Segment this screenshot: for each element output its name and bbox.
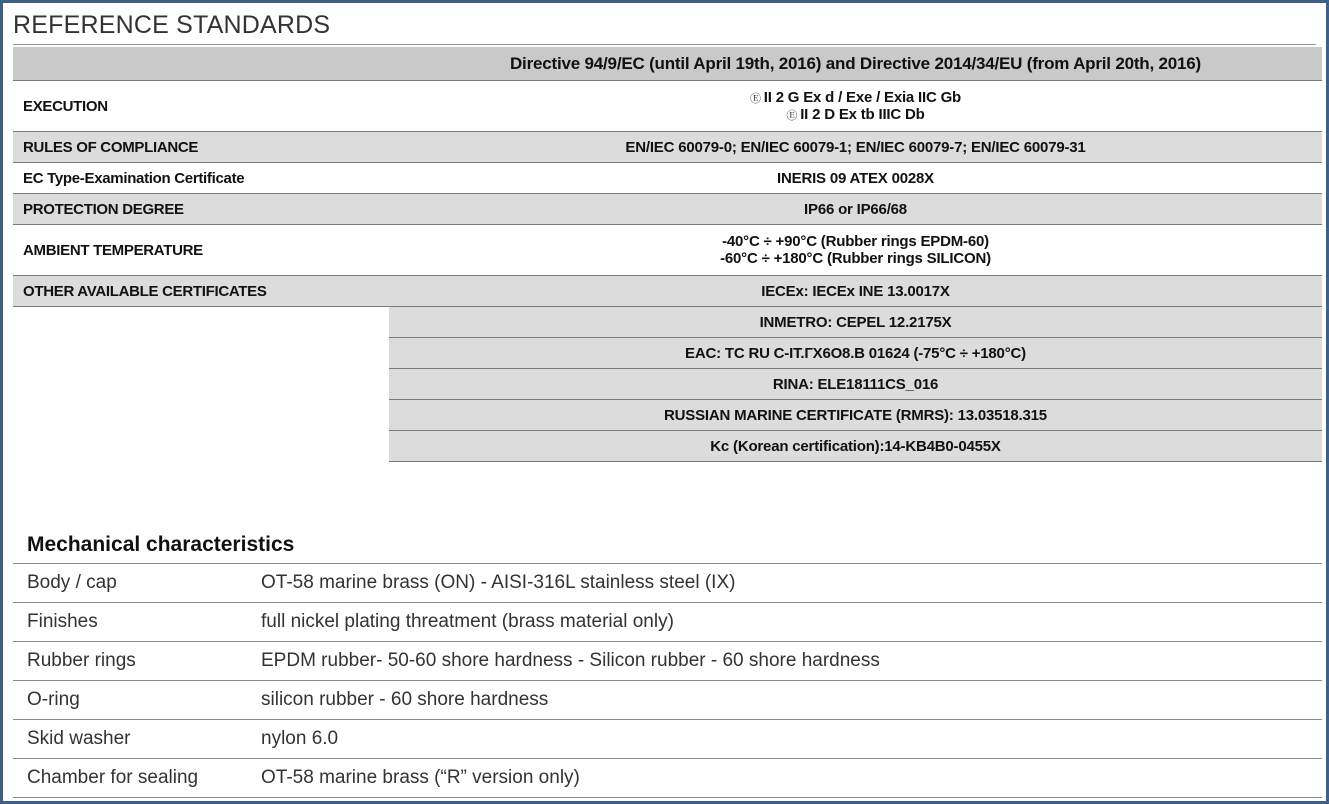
table-row xyxy=(13,369,1322,400)
reference-standards-table xyxy=(13,47,1322,462)
mech-label: Rubber rings xyxy=(13,642,247,681)
protection-value: IP66 or IP66/68 xyxy=(389,194,1322,225)
mech-label: O-ring xyxy=(13,681,247,720)
table-row xyxy=(13,400,1322,431)
directive-header: Directive 94/9/EC (until April 19th, 2016) and Directive 2014/34/EU (from April 20th, 2016) xyxy=(389,47,1322,81)
table-row xyxy=(13,720,1322,759)
mech-value: nylon 6.0 xyxy=(247,720,1322,759)
mech-label: Finishes xyxy=(13,603,247,642)
table-row xyxy=(13,681,1322,720)
certificate-item: INMETRO: CEPEL 12.2175X xyxy=(389,307,1322,338)
ex-mark-icon: Ⓔ xyxy=(786,110,798,122)
section-title: REFERENCE STANDARDS xyxy=(13,11,331,39)
table-row xyxy=(13,132,1322,163)
mech-value: OT-58 marine brass (ON) - AISI-316L stainless steel (IX) xyxy=(247,564,1322,603)
ex-mark-icon: Ⓔ xyxy=(749,93,761,105)
temperature-label: AMBIENT TEMPERATURE xyxy=(13,225,389,276)
table-row xyxy=(13,225,1322,276)
table-row xyxy=(13,603,1322,642)
certificate-item: IECEx: IECEx INE 13.0017X xyxy=(389,276,1322,307)
mech-label: Skid washer xyxy=(13,720,247,759)
mech-label: Chamber for sealing xyxy=(13,759,247,798)
execution-label: EXECUTION xyxy=(13,81,389,132)
table-row xyxy=(13,307,1322,338)
mech-value: OT-58 marine brass (“R” version only) xyxy=(247,759,1322,798)
certificate-item: EAC: TC RU C-IT.ГХ6О8.B 01624 (-75°C ÷ +180°C) xyxy=(389,338,1322,369)
table-row xyxy=(13,759,1322,798)
protection-label: PROTECTION DEGREE xyxy=(13,194,389,225)
table-row xyxy=(13,163,1322,194)
table-row xyxy=(13,81,1322,132)
compliance-label: RULES OF COMPLIANCE xyxy=(13,132,389,163)
temperature-line-2: -60°C ÷ +180°C (Rubber rings SILICON) xyxy=(720,250,991,267)
certificate-item: RINA: ELE18111CS_016 xyxy=(389,369,1322,400)
certificate-item: RUSSIAN MARINE CERTIFICATE (RMRS): 13.03518.315 xyxy=(389,400,1322,431)
temperature-line-1: -40°C ÷ +90°C (Rubber rings EPDM-60) xyxy=(722,233,989,250)
mech-value: silicon rubber - 60 shore hardness xyxy=(247,681,1322,720)
mechanical-table xyxy=(13,563,1322,798)
execution-value xyxy=(389,81,1322,132)
certificate-label: EC Type-Examination Certificate xyxy=(13,163,389,194)
other-certificates-label: OTHER AVAILABLE CERTIFICATES xyxy=(13,276,389,307)
table-row xyxy=(13,338,1322,369)
table-row xyxy=(13,431,1322,462)
header-empty-cell xyxy=(13,47,389,81)
compliance-value: EN/IEC 60079-0; EN/IEC 60079-1; EN/IEC 60079-7; EN/IEC 60079-31 xyxy=(389,132,1322,163)
execution-line-1: II 2 G Ex d / Exe / Exia IIC Gb xyxy=(763,89,962,106)
table-row xyxy=(13,564,1322,603)
certificate-value: INERIS 09 ATEX 0028X xyxy=(389,163,1322,194)
mech-label: Body / cap xyxy=(13,564,247,603)
certificate-item: Kc (Korean certification):14-KB4B0-0455X xyxy=(389,431,1322,462)
title-divider xyxy=(13,44,1316,45)
mech-value: EPDM rubber- 50-60 shore hardness - Silicon rubber - 60 shore hardness xyxy=(247,642,1322,681)
execution-line-2: II 2 D Ex tb IIIC Db xyxy=(800,106,925,123)
temperature-value xyxy=(389,225,1322,276)
mechanical-title: Mechanical characteristics xyxy=(27,533,295,556)
mech-value: full nickel plating threatment (brass material only) xyxy=(247,603,1322,642)
table-row xyxy=(13,276,1322,307)
table-row xyxy=(13,194,1322,225)
table-row xyxy=(13,642,1322,681)
